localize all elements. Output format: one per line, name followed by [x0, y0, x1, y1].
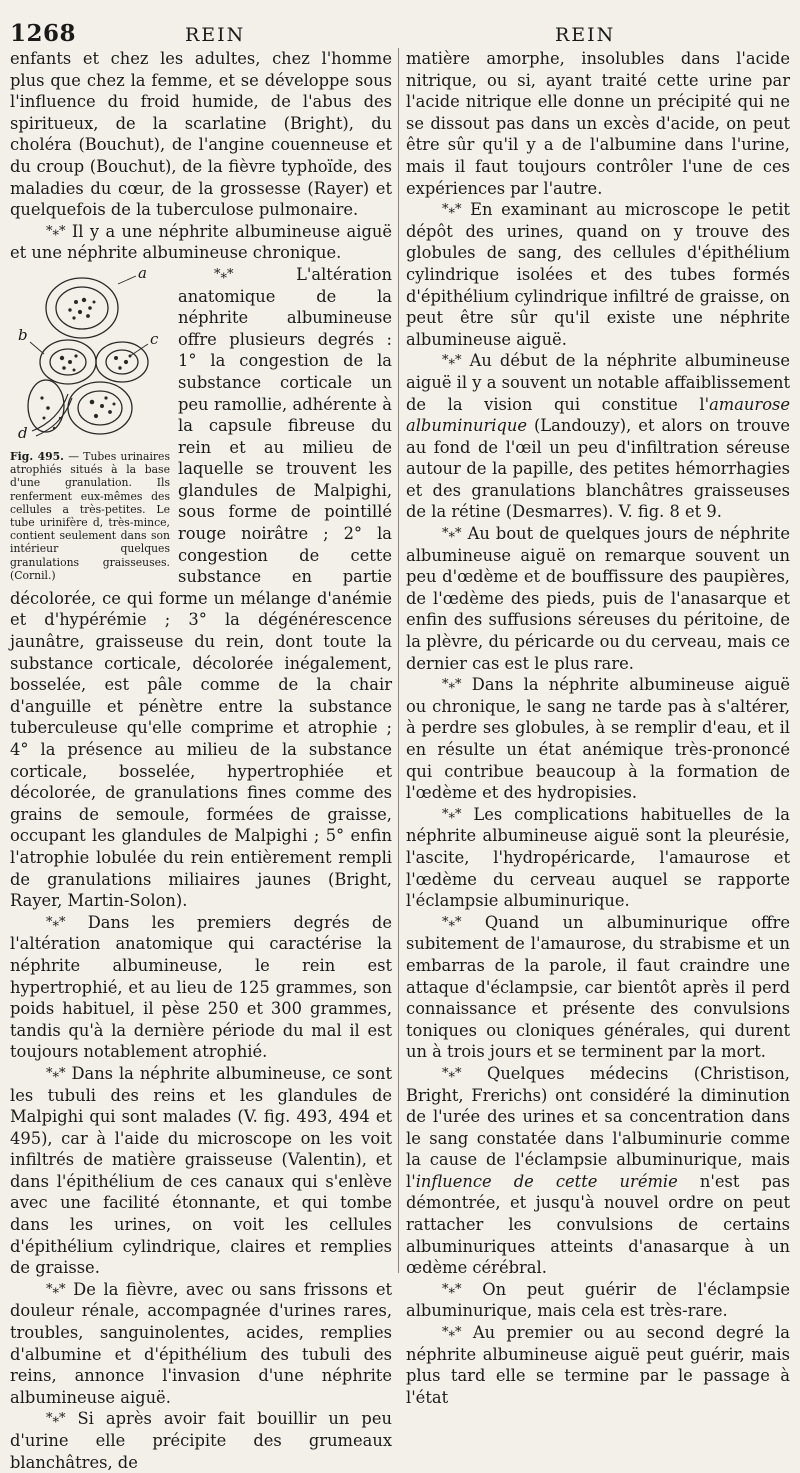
figure-label-c: c [150, 329, 159, 348]
paragraph: *⁎* De la fièvre, avec ou sans frissons et douleur rénale, accompagnée d'urines rares, troubles, sanguinolentes, acides, remplies d'albumine et d'épithélium des tubuli des reins, annonce l'invasion d'une néphrite albumineuse aiguë. [10, 1279, 392, 1407]
running-head-left: REIN [185, 24, 246, 46]
asterism-mark: *⁎* [46, 1281, 66, 1297]
running-head-right: REIN [555, 24, 616, 46]
asterism-mark: *⁎* [442, 526, 462, 542]
paragraph: *⁎* On peut guérir de l'éclampsie albuminurique, mais cela est très-rare. [406, 1279, 790, 1321]
paragraph: *⁎* Au bout de quelques jours de néphrite albumineuse aiguë on remarque souvent un peu d'œdème et de bouffissure des paupières, de l'œdème des pieds, puis de l'anasarque et enfin des suffusions séreuses du péritoine, de la plèvre, du péricarde ou du cerveau, mais ce dernier cas est le plus rare. [406, 524, 791, 673]
asterism-mark: *⁎* [46, 914, 66, 930]
emphasis: amaurose albuminurique [406, 394, 790, 436]
asterism-mark: *⁎* [442, 914, 462, 930]
figure-495 [10, 263, 170, 582]
page-header [0, 14, 800, 50]
asterism-mark: *⁎* [46, 223, 66, 239]
kidney-tubules-illustration [10, 263, 170, 446]
asterism-mark: *⁎* [442, 1281, 462, 1297]
paragraph: *⁎* Dans la néphrite albumineuse aiguë ou chronique, le sang ne tarde pas à s'altérer, à perdre ses globules, à se remplir d'eau, et il en résulte un état anémique très-prononcé qui contribue beaucoup à la formation de l'œdème et des hydropisies. [406, 675, 791, 803]
paragraph: *⁎* Quand un albuminurique offre subitement de l'amaurose, du strabisme et un embarras de la parole, il faut craindre une attaque d'éclampsie, car bientôt après il perd connaissance et présente des convulsions toniques ou cloniques générales, qui durent un à trois jours et se terminent par la mort. [406, 912, 790, 1062]
asterism-mark: *⁎* [46, 1411, 66, 1427]
asterism-mark: *⁎* [214, 266, 234, 282]
asterism-mark: *⁎* [442, 1325, 462, 1341]
right-column [406, 48, 791, 1407]
paragraph: *⁎* En examinant au microscope le petit dépôt des urines, quand on y trouve des globules de sang, des cellules d'épithélium cylindrique isolées et des tubes formés d'épithélium cylindrique infiltré de graisse, on peut être sûr qu'il existe une néphrite albumineuse aiguë. [406, 200, 790, 349]
asterism-mark: *⁎* [442, 353, 462, 369]
paragraph: *⁎* Au premier ou au second degré la néphrite albumineuse aiguë peut guérir, mais plus tard elle se termine par le passage à l'état [406, 1323, 790, 1407]
emphasis: influence de cette urémie [415, 1171, 678, 1191]
paragraph: *⁎* Si après avoir fait bouillir un peu d'urine elle précipite des grumeaux blanchâtres, de [10, 1409, 392, 1472]
paragraph: enfants et chez les adultes, chez l'homme plus que chez la femme, et se développe sous l'influence du froid humide, de l'abus des spiritueux, de la scarlatine (Bright), du choléra (Bouchut), de l'angine couenneuse et du croup (Bouchut), de la fièvre typhoïde, des maladies du cœur, de la grossesse (Rayer) et quelquefois de la tuberculose pulmonaire. [10, 49, 392, 220]
asterism-mark: *⁎* [442, 1065, 462, 1081]
paragraph: matière amorphe, insolubles dans l'acide nitrique, ou si, ayant traité cette urine par l'acide nitrique elle donne un précipité qui ne se dissout pas dans un excès d'acide, on peut être sûr qu'il y a de l'albumine dans l'urine, mais il faut toujours contrôler l'une de ces expériences par l'autre. [406, 49, 790, 198]
asterism-mark: *⁎* [442, 202, 462, 218]
figure-label-d: d [18, 423, 28, 442]
paragraph: *⁎* Dans la néphrite albumineuse, ce sont les tubuli des reins et les glandules de Malpighi qui sont malades (V. fig. 493, 494 et 495), car à l'aide du microscope on les voit infiltrés de matière graisseuse (Valentin), et dans l'épithélium de ces canaux qui s'enlève avec une facilité étonnante, et qui tombe dans les urines, on voit les cellules d'épithélium cylindrique, claires et remplies de graisse. [10, 1063, 392, 1278]
figure-caption: Fig. 495. — Tubes urinaires atrophiés situés à la base d'une granulation. Ils renferment eux-mêmes des cellules a très-petites. Le tube urinifère d, très-mince, contient seulement dans son intérieur quelques granulations graisseuses. (Cornil.) [10, 449, 170, 582]
asterism-mark: *⁎* [442, 806, 462, 822]
asterism-mark: *⁎* [46, 1065, 66, 1081]
paragraph: *⁎* L'altération anatomique de la néphrite albumineuse offre plusieurs degrés : 1° la congestion de la substance corticale un peu ramollie, adhérente à la capsule fibreuse du rein et au milieu de laquelle se trouvent les glandules de Malpighi, sous forme de pointillé rouge noirâtre ; 2° la congestion de cette substance en partie décolorée, ce qui forme un mélange d'anémie et d'hypérémie ; 3° la dégénérescence jaunâtre, graisseuse du rein, dont toute la substance corticale, décolorée inégalement, bosselée, est pâle comme de la chair d'anguille et pénètre entre la substance tuberculeuse qu'elle comprime et atrophie ; 4° la présence au milieu de la substance corticale, bosselée, hypertrophiée et décolorée, de granulations fines comme des grains de semoule, formées de graisse, occupant les glandules de Malpighi ; 5° enfin l'atrophie lobulée du rein entièrement rempli de granulations miliaires jaunes (Bright, Rayer, Martin-Solon). [10, 264, 392, 911]
page-number: 1268 [10, 20, 77, 47]
paragraph: *⁎* Les complications habituelles de la néphrite albumineuse aiguë sont la pleurésie, l'ascite, l'hydropéricarde, l'amaurose et l'œdème du cerveau auquel se rapporte l'éclampsie albuminurique. [406, 804, 790, 911]
asterism-mark: *⁎* [442, 677, 462, 693]
paragraph: *⁎* Au début de la néphrite albumineuse aiguë il y a souvent un notable affaiblissement de la vision qui constitue l'amaurose albuminurique (Landouzy), et alors on trouve au fond de l'œil un peu d'infiltration séreuse autour de la papille, des petites hémorrhagies et des granulations blanchâtres graisseuses de la rétine (Desmarres). V. fig. 8 et 9. [406, 351, 790, 522]
left-column [10, 48, 392, 1472]
paragraph: *⁎* Quelques médecins (Christison, Bright, Frerichs) ont considéré la diminution de l'urée des urines et sa concentration dans le sang constatée dans l'albuminurie comme la cause de l'éclampsie albuminurique, mais l'influence de cette urémie n'est pas démontrée, et jusqu'à nouvel ordre on peut rattacher les convulsions de certains albuminuriques atteints d'anasarque à un œdème cérébral. [406, 1063, 790, 1278]
paragraph: *⁎* Il y a une néphrite albumineuse aiguë et une néphrite albumineuse chronique. [10, 221, 392, 263]
figure-label-b: b [18, 325, 28, 344]
figure-label-a: a [138, 263, 147, 282]
paragraph: *⁎* Dans les premiers degrés de l'altération anatomique qui caractérise la néphrite albumineuse, le rein est hypertrophié, et au lieu de 125 grammes, son poids habituel, il pèse 250 et 300 grammes, tandis qu'à la dernière période du mal il est toujours notablement atrophié. [10, 912, 392, 1062]
column-divider [398, 48, 399, 1273]
figure-number: Fig. 495. [10, 449, 64, 463]
